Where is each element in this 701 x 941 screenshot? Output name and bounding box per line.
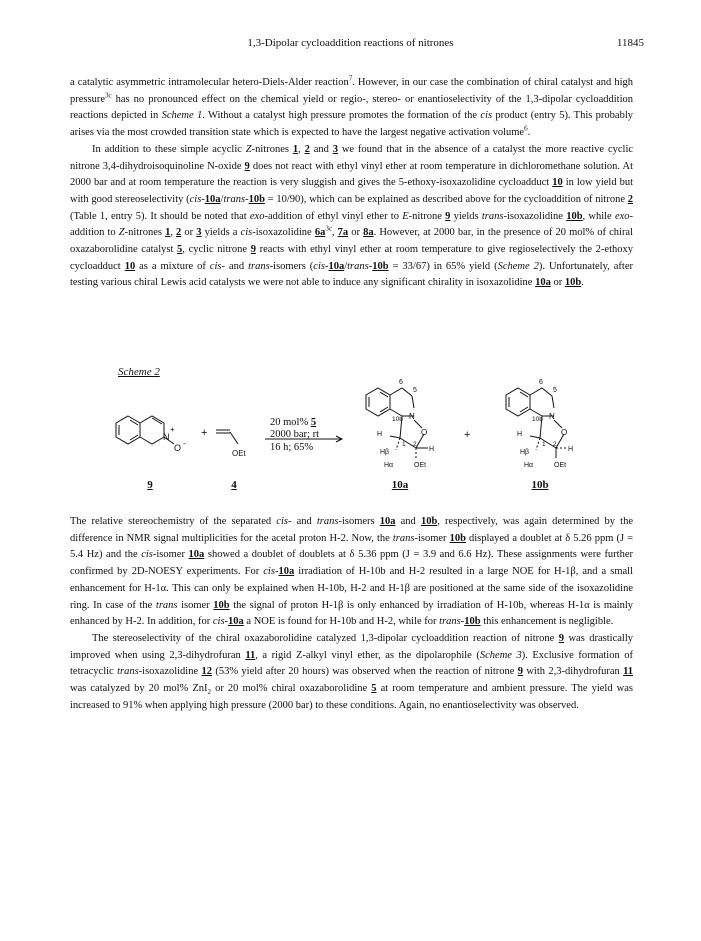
a-h-10b: H [377,431,383,438]
alkene-oet-label: OEt [232,449,246,458]
page-number: 11845 [616,37,644,49]
label-4: 4 [231,479,237,491]
scheme-title: Scheme 2 [118,366,160,378]
a-n-label: N [409,412,415,421]
product-10a-structure [366,379,434,469]
paragraph-2: In addition to these simple acyclic Z-nitrones 1, 2 and 3 we found that in the absence of a catalyst the more reactive cyclic nitrone 3,4-dihydroisoquinoline N-oxide 9 does not react with ethyl vinyl ether at room temperature in dichloromethane solution. At 2000 bar and at room temperature the reaction is very sluggish and gives the 5-ethoxy-isoxazolidine cycloadduct 10 in low yield but with good stereoselectivity (cis-10a/trans-10b = 10/90), which can be explained as described above for the cycloaddition of nitrone 2 (Table 1, entry 5). It should be noted that exo-addition of ethyl vinyl ether to E-nitrone 9 yields trans-isoxazolidine 10b, while exo-addition to Z-nitrones 1, 2 or 3 yields a cis-isoxazolidine $6a^{3c}$, 7a or 8a. However, at 2000 bar, in the presence of 20 mol% of chiral oxazaborolidine catalyst 5, cyclic nitrone 9 reacts with ethyl vinyl ether at room temperature to give regioselectively the 2-ethoxy cycloadduct 10 as a mixture of cis- and trans-isomers (cis-10a/trans-10b = 33/67) in 65% yield (Scheme 2). Unfortunately, after testing various chiral Lewis acid catalysts we were not able to induce any significant chirality in isoxazolidine 10a or 10b. [70,143,634,289]
condition-line-2: 2000 bar; rt [270,429,319,440]
b-pos1: 1 [542,441,546,448]
a-oet-label: OEt [414,462,427,469]
b-h-10b: H [517,431,523,438]
condition-catalyst-number: 5 [310,417,317,428]
b-o-label: O [561,428,568,437]
body-text-lower [70,514,633,714]
a-h-2: H [429,446,435,453]
nitrone-n-label: N [163,432,170,442]
a-pos5: 5 [413,387,417,394]
a-o-label: O [421,428,428,437]
nitrone-o-label: O [174,443,182,453]
body-text-upper [70,75,633,292]
plus-sign-1: + [201,427,208,439]
paragraph-3: The relative stereochemistry of the separated cis- and trans-isomers 10a and 10b, respectively, was again determined by the difference in NMR signal multiplicities for the acetal proton H-2. Now, the trans-isomer 10b displayed a doublet at δ 5.26 ppm (J = 5.4 Hz) and the cis-isomer 10a showed a doublet of doublets at δ 5.36 ppm (J = 3.9 and 6.6 Hz). These assignments were further confirmed by 2D-NOESY experiments. For cis-10a irradiation of H-10b and H-2 resulted in a large NOE for H-1β, and a small enhancement for H-1α. This can only be explained when H-10b, H-2 and H-1β are positioned at the same side of the isoxazolidine ring. In case of the trans isomer 10b the signal of proton H-1β is only enhanced by irradiation of H-10b, whereas H-1α is mainly enhanced by H-2. In addition, for cis-10a a NOE is found for H-10b and H-2, while for trans-10b this enhancement is negligible. [70,516,634,628]
label-10b: 10b [531,479,549,491]
b-pos6: 6 [539,379,543,386]
label-9: 9 [147,479,153,491]
b-n-label: N [549,412,555,421]
b-h-beta: Hβ [520,449,530,456]
a-pos2: 2 [413,441,417,448]
paragraph-1: a catalytic asymmetric intramolecular hetero-Diels-Alder reaction$^7$. However, in our case the combination of chiral catalyst and high pressure$^{3c}$ has no pronounced effect on the chemical yield or regio-, stereo- or enantioselectivity of the 1,3-dipolar cycloaddition reactions depicted in Scheme 1. Without a catalyst high pressure promotes the formation of the cis product (entry 5). This probably arises via the most crowded transition state which is expected to have the largest negative activation volume$^6$. [70,74,634,139]
nitrone-9-structure [116,416,186,453]
alkene-4-structure [216,430,247,458]
a-pos1: 1 [402,441,406,448]
b-pos2: 2 [553,441,557,448]
scheme-2 [70,366,633,501]
nitrone-minus-charge: - [183,439,186,448]
nitrone-plus-charge: + [170,425,175,434]
paragraph-4: The stereoselectivity of the chiral oxazaborolidine catalyzed 1,3-dipolar cycloaddition reaction of nitrone 9 was drastically improved when using 2,3-dihydrofuran 11, a rigid Z-alkyl vinyl ether, as the dipolarophile (Scheme 3). Exclusive formation of tetracyclic trans-isoxazolidine 12 (53% yield after 20 hours) was observed when the reaction of nitrone 9 with 2,3-dihydrofuran 11 was catalyzed by 20 mol% ZnI$_2$ or 20 mol% chiral oxazaborolidine 5 at room temperature and ambient pressure. The yield was increased to 91% when applying high pressure (2000 bar) to these conditions. Again, no enantioselectivity was observed. [70,632,634,711]
b-oet-label: OEt [554,462,567,469]
b-pos10b: 10b [532,416,543,423]
label-10a: 10a [391,479,409,491]
condition-line-3: 16 h; 65% [270,442,314,453]
product-10b-structure [506,379,573,469]
a-pos10b: 10b [392,416,403,423]
a-h-beta: Hβ [380,449,390,456]
b-pos5: 5 [553,387,557,394]
plus-sign-2: + [464,429,471,441]
condition-line-1 [270,417,316,428]
condition-catalyst-loading: 20 mol% [270,417,311,428]
b-h-2: H [568,446,574,453]
a-pos6: 6 [399,379,403,386]
running-head-title: 1,3-Dipolar cycloaddition reactions of nitrones [247,37,454,49]
b-h-alpha: Hα [524,462,534,469]
a-h-alpha: Hα [384,462,394,469]
